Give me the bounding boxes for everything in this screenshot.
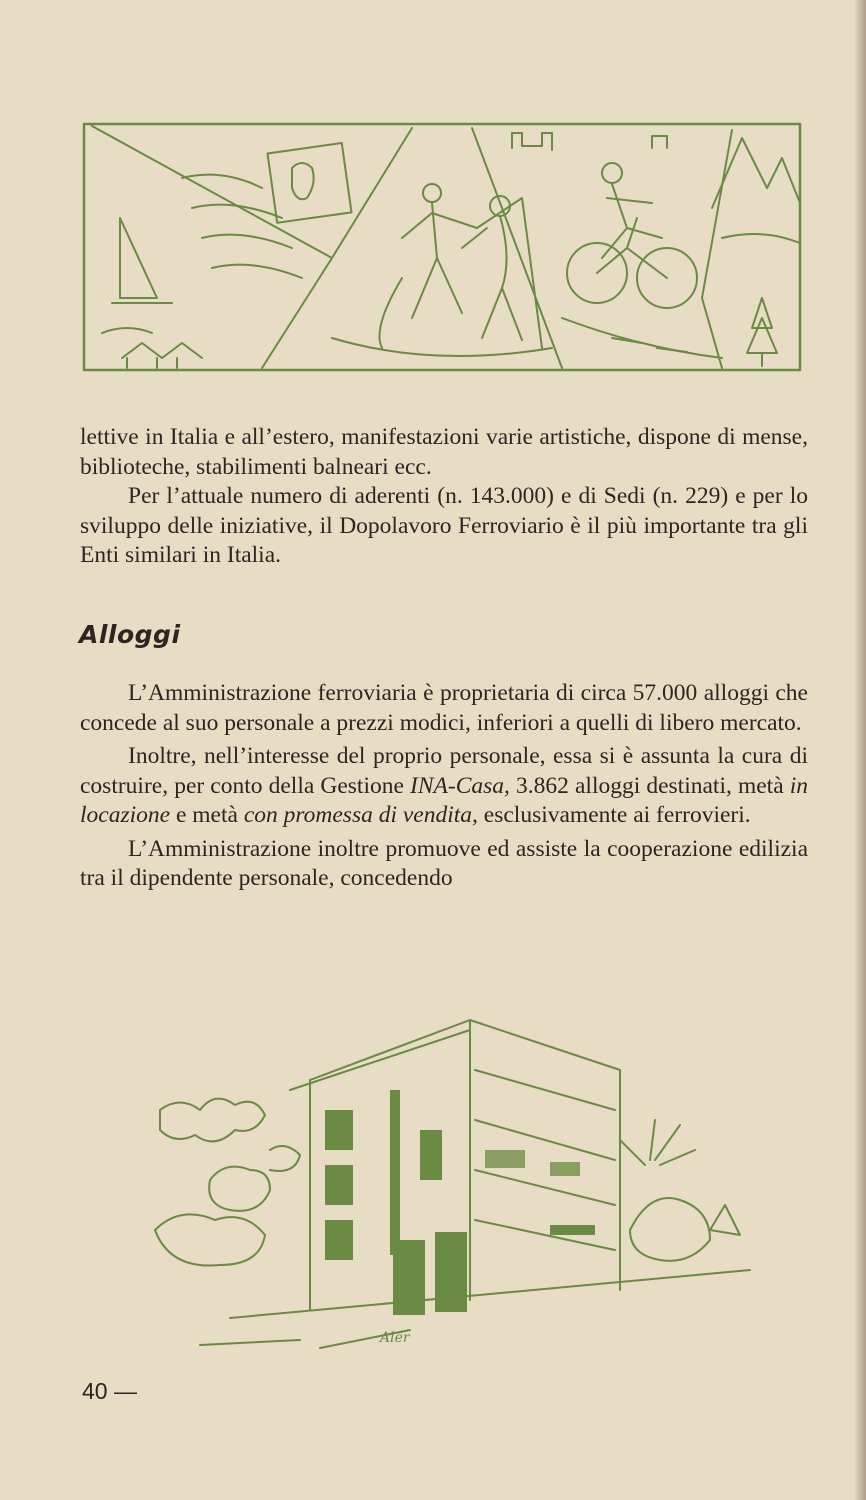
page-number: 40 —	[82, 1378, 137, 1404]
paragraph-ina-casa	[80, 742, 808, 831]
paragraph-dopolavoro-importance: Per l’attuale numero di aderenti (n. 143.000) e di Sedi (n. 229) e per lo sviluppo delle iniziative, il Dopolavoro Ferroviario è il più importante tra gli Enti similari in Italia.	[80, 483, 808, 568]
illustration-signature: Aler	[380, 1330, 410, 1346]
ina-casa-text-3: e metà	[170, 802, 244, 828]
ina-casa-text-2: 3.862 alloggi destinati, metà	[509, 772, 790, 799]
ina-casa-italic-2: in locazione	[80, 772, 809, 828]
continuation-paragraphs	[80, 423, 808, 571]
paragraph-alloggi-ownership: L’Amministrazione ferroviaria è proprietaria di circa 57.000 alloggi che concede al suo personale a prezzi modici, inferiori a quelli di libero mercato.	[80, 680, 808, 736]
ina-casa-text-1: Inoltre, nell’interesse del proprio personale, essa si è assunta la cura di costruire, per conto della Gestione	[80, 743, 808, 799]
ina-casa-text-4: esclusivamente ai ferrovieri.	[477, 802, 751, 828]
apartment-building-illustration	[150, 1000, 790, 1360]
paragraph-cooperazione: L’Amministrazione inoltre promuove ed assiste la cooperazione edilizia tra il dipendente personale, concedendo	[80, 835, 808, 891]
leisure-illustration	[82, 118, 804, 374]
paragraph-dopolavoro-services: lettive in Italia e all’estero, manifestazioni varie artistiche, dispone di mense, biblioteche, stabilimenti balneari ecc.	[80, 424, 808, 480]
ina-casa-italic-3: con promessa di vendita,	[243, 802, 478, 828]
ina-casa-italic-1: INA-Casa,	[410, 772, 510, 799]
section-heading-alloggi: Alloggi	[79, 620, 181, 649]
page-edge-shadow	[854, 0, 866, 1500]
alloggi-paragraphs	[80, 679, 808, 894]
